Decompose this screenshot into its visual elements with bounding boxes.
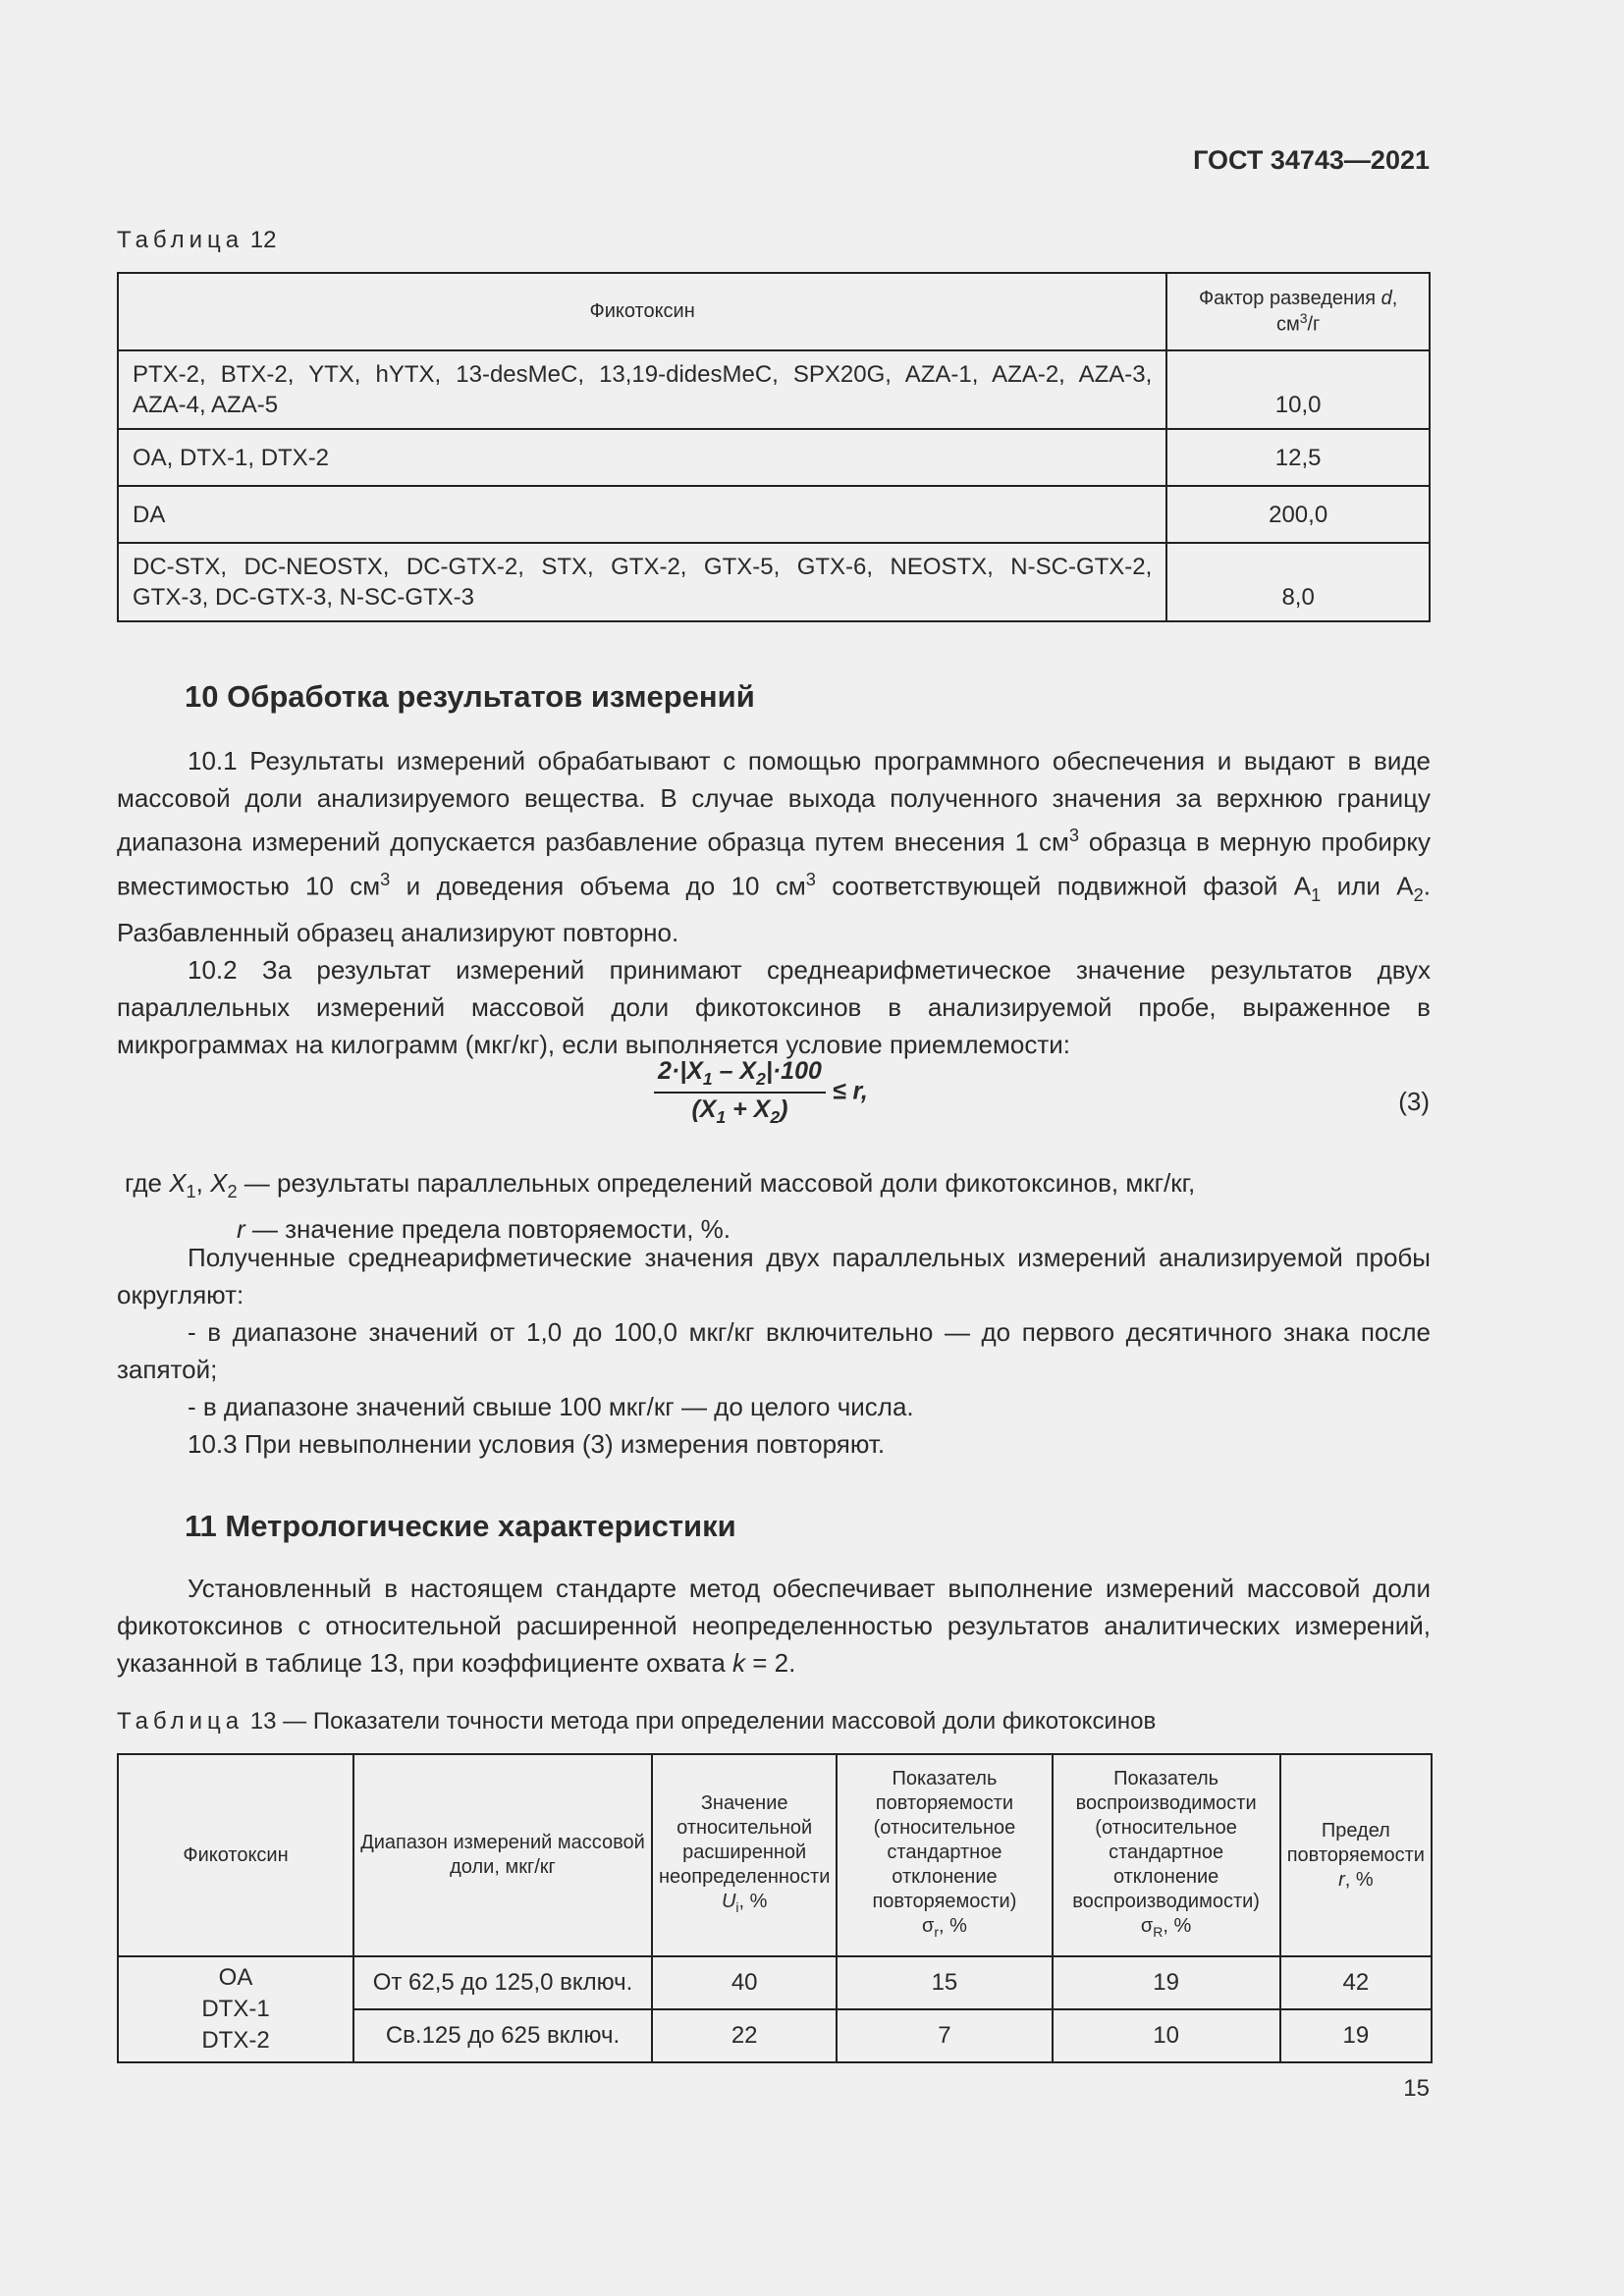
table-row — [118, 1956, 1432, 2009]
table-row — [118, 486, 1430, 543]
table12-row4-value: 8,0 — [1166, 543, 1430, 621]
h3-sub: i — [735, 1898, 739, 1915]
where-sub-2: 2 — [227, 1182, 238, 1202]
h4-sym: σ — [921, 1914, 935, 1937]
table13-toxins-cell — [118, 1956, 353, 2062]
table13-caption-word: Таблица — [117, 1708, 244, 1735]
table12-caption — [117, 227, 276, 254]
section10-heading: 10 Обработка результатов измерений — [185, 679, 755, 714]
where-word: где — [125, 1168, 162, 1198]
toxin-dtx1: DTX-1 — [201, 1996, 270, 2022]
p1-d: соответствующей подвижной фазой А — [815, 871, 1312, 901]
table13-header-range: Диапазон измерений массовой доли, мкг/кг — [353, 1754, 652, 1956]
where-text1: — результаты параллельных определений массовой доли фикотоксинов, мкг/кг, — [237, 1168, 1196, 1198]
h5-sym: σ — [1140, 1914, 1154, 1937]
para-10-3: 10.3 При невыполнении условия (3) измерения повторяют. — [188, 1429, 886, 1459]
table12-caption-number: 12 — [249, 227, 277, 253]
section10-paragraphs — [117, 742, 1431, 1063]
formula-denominator — [654, 1094, 826, 1128]
dilution-header-sup: 3 — [1299, 309, 1308, 326]
toxin-oa: OA — [218, 1964, 253, 1991]
para-rounding: Полученные среднеарифметические значения двух параллельных измерений анализируемой пробы округляют: — [117, 1243, 1431, 1309]
where-sep: , — [195, 1168, 211, 1198]
document-code: ГОСТ 34743—2021 — [1193, 145, 1430, 175]
h3-tail: , % — [738, 1890, 768, 1912]
para-10-2: 10.2 За результат измерений принимают среднеарифметическое значение результатов двух параллельных измерений массовой доли фикотоксинов в анализируемой пробе, выраженное в микрограммах на килограмм (мкг/кг), если выполняется условие приемлемости: — [117, 954, 1431, 1059]
row4-line2: GTX-3, DC-GTX-3, N-SC-GTX-3 — [133, 584, 475, 611]
table-row — [118, 429, 1430, 486]
dilution-header-tail: /г — [1307, 313, 1321, 336]
p11-b: = 2. — [745, 1648, 796, 1678]
table13-row1-sR: 19 — [1053, 1956, 1280, 2009]
table12-caption-word: Таблица — [117, 227, 244, 253]
table12-row3-toxins: DA — [118, 486, 1166, 543]
where-sub-1: 1 — [186, 1182, 196, 1202]
table12-row1-value: 10,0 — [1166, 350, 1430, 429]
section11-paragraph — [117, 1570, 1431, 1682]
p1-b: образца в мерную пробирку вместимостью 10 см — [117, 827, 1431, 901]
table12-header-phycotoxin: Фикотоксин — [118, 273, 1166, 350]
where-block — [117, 1164, 1195, 1248]
fn-b: – X — [712, 1057, 757, 1085]
para-10-1 — [117, 742, 1431, 951]
h5-sub: R — [1153, 1923, 1164, 1940]
dilution-header-text: Фактор разведения — [1198, 287, 1377, 309]
table13-row2-range: Св.125 до 625 включ. — [353, 2009, 652, 2062]
page-number: 15 — [1403, 2075, 1430, 2102]
h4-text: Показатель повторяемости (относительное стандартное отклонение повторяемости) — [872, 1767, 1017, 1912]
table13-header-reproducibility — [1053, 1754, 1280, 1956]
table-row — [118, 350, 1430, 429]
p1-sup2: 3 — [380, 869, 391, 889]
table12-header-row — [118, 273, 1430, 350]
table13-row1-sr: 15 — [837, 1956, 1052, 2009]
p1-sub2: 2 — [1413, 884, 1424, 905]
fd-s1: 1 — [716, 1107, 727, 1127]
section10-rounding — [117, 1239, 1431, 1463]
table13-row1-r: 42 — [1280, 1956, 1432, 2009]
fn-c: |·100 — [765, 1057, 822, 1085]
table13-header-uncertainty — [652, 1754, 837, 1956]
fd-c: ) — [780, 1095, 788, 1123]
table13-header-repeatability — [837, 1754, 1052, 1956]
formula-fraction — [654, 1057, 826, 1128]
dilution-header-unit: см — [1275, 313, 1300, 336]
h3-var: U — [721, 1890, 736, 1912]
p1-a: 10.1 Результаты измерений обрабатывают с помощью программного обеспечения и выдают в виде массовой доли анализируемого вещества. В случае выхода полученного значения за верхнюю границу диапазона измерений допускается разбавление образца путем внесения 1 см — [117, 746, 1431, 857]
table13-row2-r: 19 — [1280, 2009, 1432, 2062]
h6-var: r — [1338, 1868, 1345, 1891]
p1-f: . Разбавленный образец анализируют повторно. — [117, 871, 1431, 947]
formula-rhs: ≤ r, — [832, 1077, 868, 1105]
fn-s2: 2 — [756, 1069, 766, 1089]
where-text2: — значение предела повторяемости, %. — [244, 1214, 731, 1245]
table13-row2-u: 22 — [652, 2009, 837, 2062]
where-line1 — [117, 1164, 1195, 1210]
table12-row2-value: 12,5 — [1166, 429, 1430, 486]
table-row — [118, 543, 1430, 621]
h6-text: Предел повторяемости — [1286, 1819, 1425, 1866]
table13-header-row — [118, 1754, 1432, 1956]
fd-b: + X — [726, 1095, 771, 1123]
row1-line1: PTX-2, BTX-2, YTX, hYTX, 13-desMeC, 13,19-didesMeC, SPX20G, AZA-1, AZA-2, AZA-3, — [133, 361, 1153, 388]
table12-row2-toxins: OA, DTX-1, DTX-2 — [118, 429, 1166, 486]
h3-text: Значение относительной расширенной неопределенности — [658, 1791, 831, 1888]
table13-row2-sr: 7 — [837, 2009, 1052, 2062]
table13-row2-sR: 10 — [1053, 2009, 1280, 2062]
where-var-r: r — [237, 1214, 245, 1245]
h4-sub: r — [934, 1923, 939, 1940]
toxin-dtx2: DTX-2 — [201, 2027, 270, 2054]
fd-a: (X — [691, 1095, 717, 1123]
dilution-header-var: d — [1380, 287, 1392, 309]
table13-caption-text: 13 — Показатели точности метода при определении массовой доли фикотоксинов — [249, 1708, 1157, 1735]
para-range-2: - в диапазоне значений свыше 100 мкг/кг — до целого числа. — [188, 1392, 914, 1421]
table13-header-phycotoxin: Фикотоксин — [118, 1754, 353, 1956]
table13 — [117, 1753, 1433, 2063]
table12-row3-value: 200,0 — [1166, 486, 1430, 543]
where-var-x1: X — [169, 1168, 187, 1198]
equation-number: (3) — [1398, 1087, 1430, 1116]
h6-tail: , % — [1344, 1868, 1374, 1891]
row1-line2: AZA-4, AZA-5 — [133, 392, 279, 418]
formula-numerator — [654, 1057, 826, 1094]
p1-sub1: 1 — [1311, 884, 1322, 905]
p1-sup1: 3 — [1068, 826, 1079, 845]
fd-s2: 2 — [770, 1107, 781, 1127]
table13-row1-u: 40 — [652, 1956, 837, 2009]
p11-a: Установленный в настоящем стандарте метод обеспечивает выполнение измерений массовой доли фикотоксинов с относительной расширенной неопределенностью результатов аналитических измерений, указанной в таблице 13, при коэффициенте охвата — [117, 1574, 1431, 1678]
table13-caption — [117, 1708, 1156, 1735]
h5-tail: , % — [1163, 1914, 1192, 1937]
table12-row4-toxins — [118, 543, 1166, 621]
p11-var-k: k — [732, 1648, 745, 1678]
section11-heading: 11 Метрологические характеристики — [185, 1509, 736, 1543]
row4-line1: DC-STX, DC-NEOSTX, DC-GTX-2, STX, GTX-2, GTX-5, GTX-6, NEOSTX, N-SC-GTX-2, — [133, 554, 1153, 580]
h4-tail: , % — [938, 1914, 967, 1937]
h5-text: Показатель воспроизводимости (относительное стандартное отклонение воспроизводимости) — [1072, 1767, 1260, 1912]
fn-a: 2·|X — [658, 1057, 703, 1085]
where-var-x2: X — [210, 1168, 228, 1198]
fn-s1: 1 — [702, 1069, 713, 1089]
table13-row1-range: От 62,5 до 125,0 включ. — [353, 1956, 652, 2009]
table12 — [117, 272, 1431, 622]
p1-sup3: 3 — [805, 869, 816, 889]
p1-e: или А — [1321, 871, 1414, 901]
table12-header-dilution: Фактор разведения d, $см^3/г$ — [1166, 273, 1430, 350]
table13-header-limit — [1280, 1754, 1432, 1956]
para-11 — [117, 1570, 1431, 1682]
p1-c: и доведения объема до 10 см — [390, 871, 806, 901]
para-range-1: - в диапазоне значений от 1,0 до 100,0 мкг/кг включительно — до первого десятичного знака после запятой; — [117, 1317, 1431, 1384]
formula-3 — [654, 1057, 868, 1128]
table12-row1-toxins — [118, 350, 1166, 429]
